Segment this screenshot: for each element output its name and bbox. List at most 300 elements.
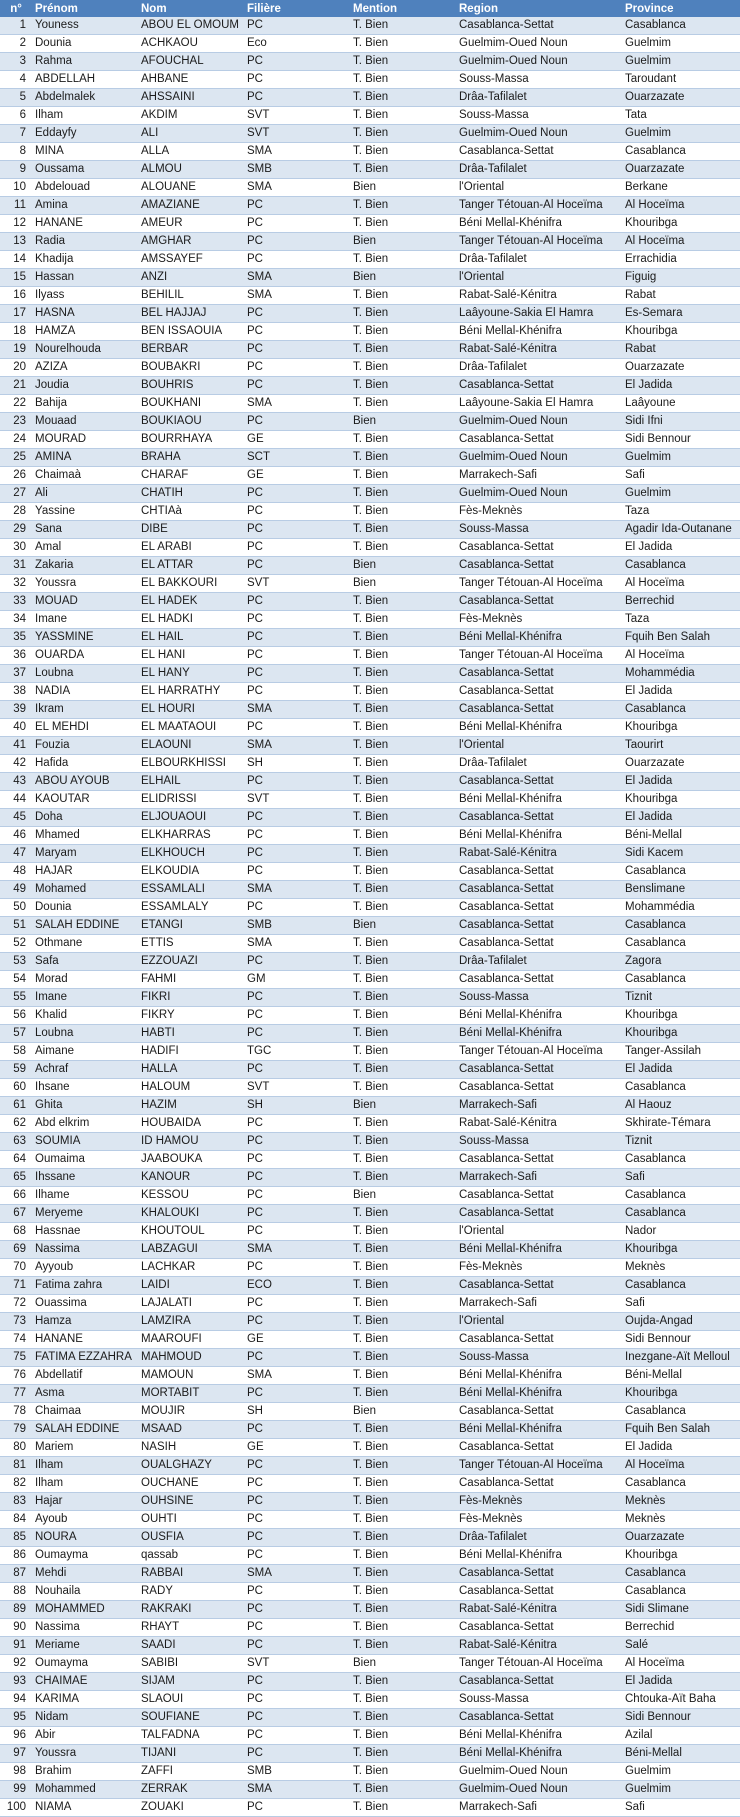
cell-field: SMA bbox=[244, 1781, 350, 1799]
cell-field: PC bbox=[244, 845, 350, 863]
cell-mention: T. Bien bbox=[350, 1223, 456, 1241]
cell-mention: T. Bien bbox=[350, 1421, 456, 1439]
cell-number: 30 bbox=[0, 539, 32, 557]
cell-first-name: Mariem bbox=[32, 1439, 138, 1457]
cell-region: Marrakech-Safi bbox=[456, 1097, 622, 1115]
table-row bbox=[0, 863, 740, 881]
cell-last-name: EZZOUAZI bbox=[138, 953, 244, 971]
cell-number: 28 bbox=[0, 503, 32, 521]
cell-mention: T. Bien bbox=[350, 971, 456, 989]
cell-field: PC bbox=[244, 899, 350, 917]
cell-region: Casablanca-Settat bbox=[456, 1583, 622, 1601]
cell-field: SMA bbox=[244, 287, 350, 305]
cell-number: 35 bbox=[0, 629, 32, 647]
cell-number: 88 bbox=[0, 1583, 32, 1601]
cell-field: GE bbox=[244, 467, 350, 485]
cell-province: Ouarzazate bbox=[622, 161, 740, 179]
cell-mention: T. Bien bbox=[350, 1601, 456, 1619]
cell-last-name: ELJOUAOUI bbox=[138, 809, 244, 827]
cell-first-name: MOUAD bbox=[32, 593, 138, 611]
table-row bbox=[0, 539, 740, 557]
cell-region: Casablanca-Settat bbox=[456, 1619, 622, 1637]
cell-last-name: FIKRY bbox=[138, 1007, 244, 1025]
table-row bbox=[0, 1277, 740, 1295]
cell-province: Berrechid bbox=[622, 593, 740, 611]
cell-number: 65 bbox=[0, 1169, 32, 1187]
cell-last-name: BEL HAJJAJ bbox=[138, 305, 244, 323]
cell-mention: T. Bien bbox=[350, 1133, 456, 1151]
cell-field: PC bbox=[244, 1529, 350, 1547]
cell-province: Safi bbox=[622, 1799, 740, 1817]
cell-first-name: SALAH EDDINE bbox=[32, 917, 138, 935]
cell-mention: T. Bien bbox=[350, 71, 456, 89]
header-number: n° bbox=[10, 2, 22, 15]
cell-number: 22 bbox=[0, 395, 32, 413]
table-row bbox=[0, 377, 740, 395]
table-row bbox=[0, 1115, 740, 1133]
cell-first-name: Mhamed bbox=[32, 827, 138, 845]
cell-last-name: RADY bbox=[138, 1583, 244, 1601]
cell-number: 50 bbox=[0, 899, 32, 917]
table-row bbox=[0, 845, 740, 863]
cell-mention: T. Bien bbox=[350, 1529, 456, 1547]
cell-region: Béni Mellal-Khénifra bbox=[456, 719, 622, 737]
cell-region: Fès-Meknès bbox=[456, 1259, 622, 1277]
cell-mention: T. Bien bbox=[350, 1277, 456, 1295]
cell-number: 12 bbox=[0, 215, 32, 233]
cell-number: 26 bbox=[0, 467, 32, 485]
cell-field: SMB bbox=[244, 1763, 350, 1781]
cell-field: PC bbox=[244, 1061, 350, 1079]
cell-first-name: Loubna bbox=[32, 1025, 138, 1043]
cell-number: 97 bbox=[0, 1745, 32, 1763]
cell-mention: T. Bien bbox=[350, 35, 456, 53]
cell-mention: T. Bien bbox=[350, 935, 456, 953]
table-row bbox=[0, 1367, 740, 1385]
cell-field: SMA bbox=[244, 269, 350, 287]
cell-field: SMA bbox=[244, 1241, 350, 1259]
cell-field: SCT bbox=[244, 449, 350, 467]
cell-first-name: NIAMA bbox=[32, 1799, 138, 1817]
table-row bbox=[0, 773, 740, 791]
cell-province: Mohammédia bbox=[622, 665, 740, 683]
cell-last-name: AHSSAINI bbox=[138, 89, 244, 107]
cell-region: Casablanca-Settat bbox=[456, 143, 622, 161]
header-region: Region bbox=[459, 2, 498, 15]
cell-field: PC bbox=[244, 1601, 350, 1619]
cell-mention: T. Bien bbox=[350, 161, 456, 179]
table-row bbox=[0, 701, 740, 719]
cell-mention: T. Bien bbox=[350, 593, 456, 611]
cell-first-name: Ali bbox=[32, 485, 138, 503]
cell-field: SMA bbox=[244, 143, 350, 161]
cell-field: SVT bbox=[244, 575, 350, 593]
cell-first-name: AZIZA bbox=[32, 359, 138, 377]
cell-mention: T. Bien bbox=[350, 431, 456, 449]
cell-mention: T. Bien bbox=[350, 1025, 456, 1043]
cell-first-name: HASNA bbox=[32, 305, 138, 323]
cell-first-name: Mouaad bbox=[32, 413, 138, 431]
cell-mention: T. Bien bbox=[350, 1115, 456, 1133]
cell-province: Rabat bbox=[622, 341, 740, 359]
cell-last-name: EL HADKI bbox=[138, 611, 244, 629]
cell-province: Tanger-Assilah bbox=[622, 1043, 740, 1061]
table-row bbox=[0, 791, 740, 809]
cell-last-name: OUSFIA bbox=[138, 1529, 244, 1547]
cell-mention: T. Bien bbox=[350, 1385, 456, 1403]
cell-last-name: EL HOURI bbox=[138, 701, 244, 719]
cell-number: 52 bbox=[0, 935, 32, 953]
cell-number: 44 bbox=[0, 791, 32, 809]
cell-last-name: DIBE bbox=[138, 521, 244, 539]
cell-last-name: ABOU EL OMOUM bbox=[138, 17, 244, 35]
cell-province: Taroudant bbox=[622, 71, 740, 89]
cell-last-name: SLAOUI bbox=[138, 1691, 244, 1709]
cell-province: Al Hoceïma bbox=[622, 1655, 740, 1673]
cell-province: El Jadida bbox=[622, 683, 740, 701]
table-row bbox=[0, 1511, 740, 1529]
cell-mention: T. Bien bbox=[350, 1241, 456, 1259]
cell-last-name: CHTIAà bbox=[138, 503, 244, 521]
table-row bbox=[0, 305, 740, 323]
cell-province: Casablanca bbox=[622, 17, 740, 35]
cell-number: 24 bbox=[0, 431, 32, 449]
cell-region: Tanger Tétouan-Al Hoceïma bbox=[456, 647, 622, 665]
cell-number: 71 bbox=[0, 1277, 32, 1295]
cell-region: Casablanca-Settat bbox=[456, 1673, 622, 1691]
cell-last-name: AKDIM bbox=[138, 107, 244, 125]
cell-last-name: BOUHRIS bbox=[138, 377, 244, 395]
cell-mention: T. Bien bbox=[350, 683, 456, 701]
cell-number: 32 bbox=[0, 575, 32, 593]
table-row bbox=[0, 269, 740, 287]
cell-first-name: OUARDA bbox=[32, 647, 138, 665]
cell-first-name: Brahim bbox=[32, 1763, 138, 1781]
cell-number: 10 bbox=[0, 179, 32, 197]
cell-last-name: RHAYT bbox=[138, 1619, 244, 1637]
cell-mention: T. Bien bbox=[350, 1547, 456, 1565]
cell-field: SMB bbox=[244, 161, 350, 179]
cell-region: l'Oriental bbox=[456, 1313, 622, 1331]
cell-number: 15 bbox=[0, 269, 32, 287]
cell-first-name: Aimane bbox=[32, 1043, 138, 1061]
table-row bbox=[0, 611, 740, 629]
cell-number: 7 bbox=[0, 125, 32, 143]
cell-field: PC bbox=[244, 323, 350, 341]
cell-number: 20 bbox=[0, 359, 32, 377]
cell-field: PC bbox=[244, 233, 350, 251]
cell-region: Casablanca-Settat bbox=[456, 863, 622, 881]
cell-number: 17 bbox=[0, 305, 32, 323]
cell-mention: T. Bien bbox=[350, 17, 456, 35]
cell-province: Guelmim bbox=[622, 1763, 740, 1781]
cell-field: PC bbox=[244, 71, 350, 89]
cell-mention: T. Bien bbox=[350, 647, 456, 665]
cell-province: Skhirate-Témara bbox=[622, 1115, 740, 1133]
cell-mention: T. Bien bbox=[350, 665, 456, 683]
cell-last-name: LAIDI bbox=[138, 1277, 244, 1295]
table-row bbox=[0, 899, 740, 917]
cell-region: Souss-Massa bbox=[456, 989, 622, 1007]
cell-number: 48 bbox=[0, 863, 32, 881]
cell-number: 36 bbox=[0, 647, 32, 665]
cell-number: 9 bbox=[0, 161, 32, 179]
cell-first-name: Ghita bbox=[32, 1097, 138, 1115]
cell-province: El Jadida bbox=[622, 1673, 740, 1691]
table-row bbox=[0, 161, 740, 179]
cell-last-name: BOUKHANI bbox=[138, 395, 244, 413]
cell-last-name: ZERRAK bbox=[138, 1781, 244, 1799]
cell-province: Khouribga bbox=[622, 1241, 740, 1259]
cell-last-name: SIJAM bbox=[138, 1673, 244, 1691]
cell-province: Khouribga bbox=[622, 1385, 740, 1403]
cell-mention: Bien bbox=[350, 917, 456, 935]
cell-field: PC bbox=[244, 503, 350, 521]
cell-field: PC bbox=[244, 485, 350, 503]
table-row bbox=[0, 521, 740, 539]
cell-region: Béni Mellal-Khénifra bbox=[456, 1547, 622, 1565]
cell-first-name: Fouzia bbox=[32, 737, 138, 755]
cell-last-name: SOUFIANE bbox=[138, 1709, 244, 1727]
cell-first-name: Joudia bbox=[32, 377, 138, 395]
cell-first-name: Morad bbox=[32, 971, 138, 989]
table-row bbox=[0, 593, 740, 611]
cell-region: Casablanca-Settat bbox=[456, 773, 622, 791]
cell-number: 89 bbox=[0, 1601, 32, 1619]
cell-province: Guelmim bbox=[622, 125, 740, 143]
cell-region: Fès-Meknès bbox=[456, 611, 622, 629]
cell-region: Drâa-Tafilalet bbox=[456, 359, 622, 377]
cell-field: PC bbox=[244, 1007, 350, 1025]
table-row bbox=[0, 1313, 740, 1331]
cell-field: PC bbox=[244, 1205, 350, 1223]
cell-mention: T. Bien bbox=[350, 467, 456, 485]
cell-number: 76 bbox=[0, 1367, 32, 1385]
table-row bbox=[0, 89, 740, 107]
cell-last-name: LAJALATI bbox=[138, 1295, 244, 1313]
cell-region: Guelmim-Oued Noun bbox=[456, 1763, 622, 1781]
table-row bbox=[0, 197, 740, 215]
cell-number: 69 bbox=[0, 1241, 32, 1259]
cell-number: 63 bbox=[0, 1133, 32, 1151]
cell-number: 47 bbox=[0, 845, 32, 863]
cell-field: PC bbox=[244, 1709, 350, 1727]
cell-mention: T. Bien bbox=[350, 1151, 456, 1169]
cell-province: Casablanca bbox=[622, 701, 740, 719]
cell-region: Tanger Tétouan-Al Hoceïma bbox=[456, 197, 622, 215]
cell-field: PC bbox=[244, 1151, 350, 1169]
cell-number: 84 bbox=[0, 1511, 32, 1529]
cell-last-name: SABIBI bbox=[138, 1655, 244, 1673]
cell-region: l'Oriental bbox=[456, 737, 622, 755]
cell-number: 79 bbox=[0, 1421, 32, 1439]
cell-number: 70 bbox=[0, 1259, 32, 1277]
cell-first-name: Khalid bbox=[32, 1007, 138, 1025]
cell-last-name: KANOUR bbox=[138, 1169, 244, 1187]
cell-mention: T. Bien bbox=[350, 1349, 456, 1367]
cell-province: Sidi Bennour bbox=[622, 1709, 740, 1727]
table-row bbox=[0, 143, 740, 161]
cell-region: Casablanca-Settat bbox=[456, 899, 622, 917]
table-row bbox=[0, 737, 740, 755]
cell-last-name: JAABOUKA bbox=[138, 1151, 244, 1169]
cell-first-name: ABOU AYOUB bbox=[32, 773, 138, 791]
cell-last-name: qassab bbox=[138, 1547, 244, 1565]
cell-first-name: Zakaria bbox=[32, 557, 138, 575]
cell-first-name: Ilyass bbox=[32, 287, 138, 305]
cell-last-name: ESSAMLALI bbox=[138, 881, 244, 899]
table-row bbox=[0, 971, 740, 989]
cell-number: 56 bbox=[0, 1007, 32, 1025]
cell-field: SMA bbox=[244, 179, 350, 197]
cell-first-name: Amal bbox=[32, 539, 138, 557]
cell-first-name: Asma bbox=[32, 1385, 138, 1403]
cell-mention: T. Bien bbox=[350, 755, 456, 773]
table-row bbox=[0, 251, 740, 269]
cell-region: Rabat-Salé-Kénitra bbox=[456, 1637, 622, 1655]
cell-province: Béni-Mellal bbox=[622, 1745, 740, 1763]
cell-number: 92 bbox=[0, 1655, 32, 1673]
table-row bbox=[0, 233, 740, 251]
cell-field: SMB bbox=[244, 917, 350, 935]
cell-field: PC bbox=[244, 629, 350, 647]
cell-region: Guelmim-Oued Noun bbox=[456, 35, 622, 53]
cell-field: SVT bbox=[244, 107, 350, 125]
cell-last-name: AMSSAYEF bbox=[138, 251, 244, 269]
cell-first-name: Bahija bbox=[32, 395, 138, 413]
cell-mention: T. Bien bbox=[350, 1007, 456, 1025]
cell-field: TGC bbox=[244, 1043, 350, 1061]
cell-mention: Bien bbox=[350, 269, 456, 287]
cell-last-name: EL HANI bbox=[138, 647, 244, 665]
header-field: Filière bbox=[247, 2, 281, 15]
table-row bbox=[0, 125, 740, 143]
cell-province: Casablanca bbox=[622, 557, 740, 575]
cell-first-name: Ilham bbox=[32, 1475, 138, 1493]
cell-last-name: ETTIS bbox=[138, 935, 244, 953]
cell-last-name: KHALOUKI bbox=[138, 1205, 244, 1223]
cell-region: Souss-Massa bbox=[456, 1349, 622, 1367]
cell-first-name: KAOUTAR bbox=[32, 791, 138, 809]
cell-first-name: Nassima bbox=[32, 1619, 138, 1637]
cell-region: Casablanca-Settat bbox=[456, 1151, 622, 1169]
cell-region: Casablanca-Settat bbox=[456, 431, 622, 449]
cell-last-name: AMGHAR bbox=[138, 233, 244, 251]
cell-field: PC bbox=[244, 863, 350, 881]
cell-province: Casablanca bbox=[622, 863, 740, 881]
cell-mention: T. Bien bbox=[350, 341, 456, 359]
cell-mention: T. Bien bbox=[350, 809, 456, 827]
cell-last-name: EL HADEK bbox=[138, 593, 244, 611]
cell-first-name: NOURA bbox=[32, 1529, 138, 1547]
cell-field: PC bbox=[244, 719, 350, 737]
cell-province: Guelmim bbox=[622, 449, 740, 467]
cell-mention: T. Bien bbox=[350, 719, 456, 737]
cell-last-name: OUALGHAZY bbox=[138, 1457, 244, 1475]
cell-province: Safi bbox=[622, 1295, 740, 1313]
cell-region: Rabat-Salé-Kénitra bbox=[456, 287, 622, 305]
cell-last-name: RAKRAKI bbox=[138, 1601, 244, 1619]
cell-number: 60 bbox=[0, 1079, 32, 1097]
cell-region: Rabat-Salé-Kénitra bbox=[456, 1115, 622, 1133]
cell-field: PC bbox=[244, 1619, 350, 1637]
cell-number: 19 bbox=[0, 341, 32, 359]
cell-last-name: MAMOUN bbox=[138, 1367, 244, 1385]
cell-region: Casablanca-Settat bbox=[456, 881, 622, 899]
table-row bbox=[0, 395, 740, 413]
cell-region: Casablanca-Settat bbox=[456, 1079, 622, 1097]
cell-first-name: Ayoub bbox=[32, 1511, 138, 1529]
cell-region: Béni Mellal-Khénifra bbox=[456, 791, 622, 809]
table-row bbox=[0, 1691, 740, 1709]
cell-last-name: HAZIM bbox=[138, 1097, 244, 1115]
cell-field: PC bbox=[244, 1727, 350, 1745]
cell-province: El Jadida bbox=[622, 809, 740, 827]
cell-region: Guelmim-Oued Noun bbox=[456, 449, 622, 467]
cell-field: SH bbox=[244, 1403, 350, 1421]
cell-region: Guelmim-Oued Noun bbox=[456, 1781, 622, 1799]
cell-province: Figuig bbox=[622, 269, 740, 287]
header-first-name: Prénom bbox=[35, 2, 78, 15]
cell-number: 55 bbox=[0, 989, 32, 1007]
table-row bbox=[0, 1637, 740, 1655]
cell-last-name: BRAHA bbox=[138, 449, 244, 467]
cell-region: Béni Mellal-Khénifra bbox=[456, 1745, 622, 1763]
table-row bbox=[0, 1493, 740, 1511]
cell-region: Souss-Massa bbox=[456, 1691, 622, 1709]
table-row bbox=[0, 1583, 740, 1601]
cell-province: Fquih Ben Salah bbox=[622, 629, 740, 647]
cell-province: Casablanca bbox=[622, 917, 740, 935]
table-row bbox=[0, 215, 740, 233]
cell-first-name: Nassima bbox=[32, 1241, 138, 1259]
cell-province: Errachidia bbox=[622, 251, 740, 269]
cell-first-name: Ihssane bbox=[32, 1169, 138, 1187]
cell-province: Ouarzazate bbox=[622, 89, 740, 107]
cell-number: 73 bbox=[0, 1313, 32, 1331]
cell-field: PC bbox=[244, 1475, 350, 1493]
cell-region: Laâyoune-Sakia El Hamra bbox=[456, 305, 622, 323]
cell-last-name: AMEUR bbox=[138, 215, 244, 233]
cell-mention: T. Bien bbox=[350, 1313, 456, 1331]
cell-mention: T. Bien bbox=[350, 1475, 456, 1493]
cell-field: SMA bbox=[244, 701, 350, 719]
cell-region: Casablanca-Settat bbox=[456, 701, 622, 719]
table-row bbox=[0, 1349, 740, 1367]
cell-last-name: EL MAATAOUI bbox=[138, 719, 244, 737]
table-row bbox=[0, 827, 740, 845]
cell-province: Casablanca bbox=[622, 1277, 740, 1295]
table-row bbox=[0, 17, 740, 35]
cell-region: Casablanca-Settat bbox=[456, 1061, 622, 1079]
cell-field: PC bbox=[244, 251, 350, 269]
cell-number: 86 bbox=[0, 1547, 32, 1565]
cell-last-name: MSAAD bbox=[138, 1421, 244, 1439]
cell-field: PC bbox=[244, 1133, 350, 1151]
cell-field: GE bbox=[244, 1439, 350, 1457]
cell-mention: T. Bien bbox=[350, 305, 456, 323]
cell-field: PC bbox=[244, 1223, 350, 1241]
cell-mention: T. Bien bbox=[350, 1205, 456, 1223]
cell-number: 66 bbox=[0, 1187, 32, 1205]
cell-field: PC bbox=[244, 683, 350, 701]
cell-field: PC bbox=[244, 647, 350, 665]
cell-region: Béni Mellal-Khénifra bbox=[456, 629, 622, 647]
cell-region: Béni Mellal-Khénifra bbox=[456, 323, 622, 341]
cell-region: Béni Mellal-Khénifra bbox=[456, 827, 622, 845]
cell-mention: T. Bien bbox=[350, 1745, 456, 1763]
table-row bbox=[0, 413, 740, 431]
